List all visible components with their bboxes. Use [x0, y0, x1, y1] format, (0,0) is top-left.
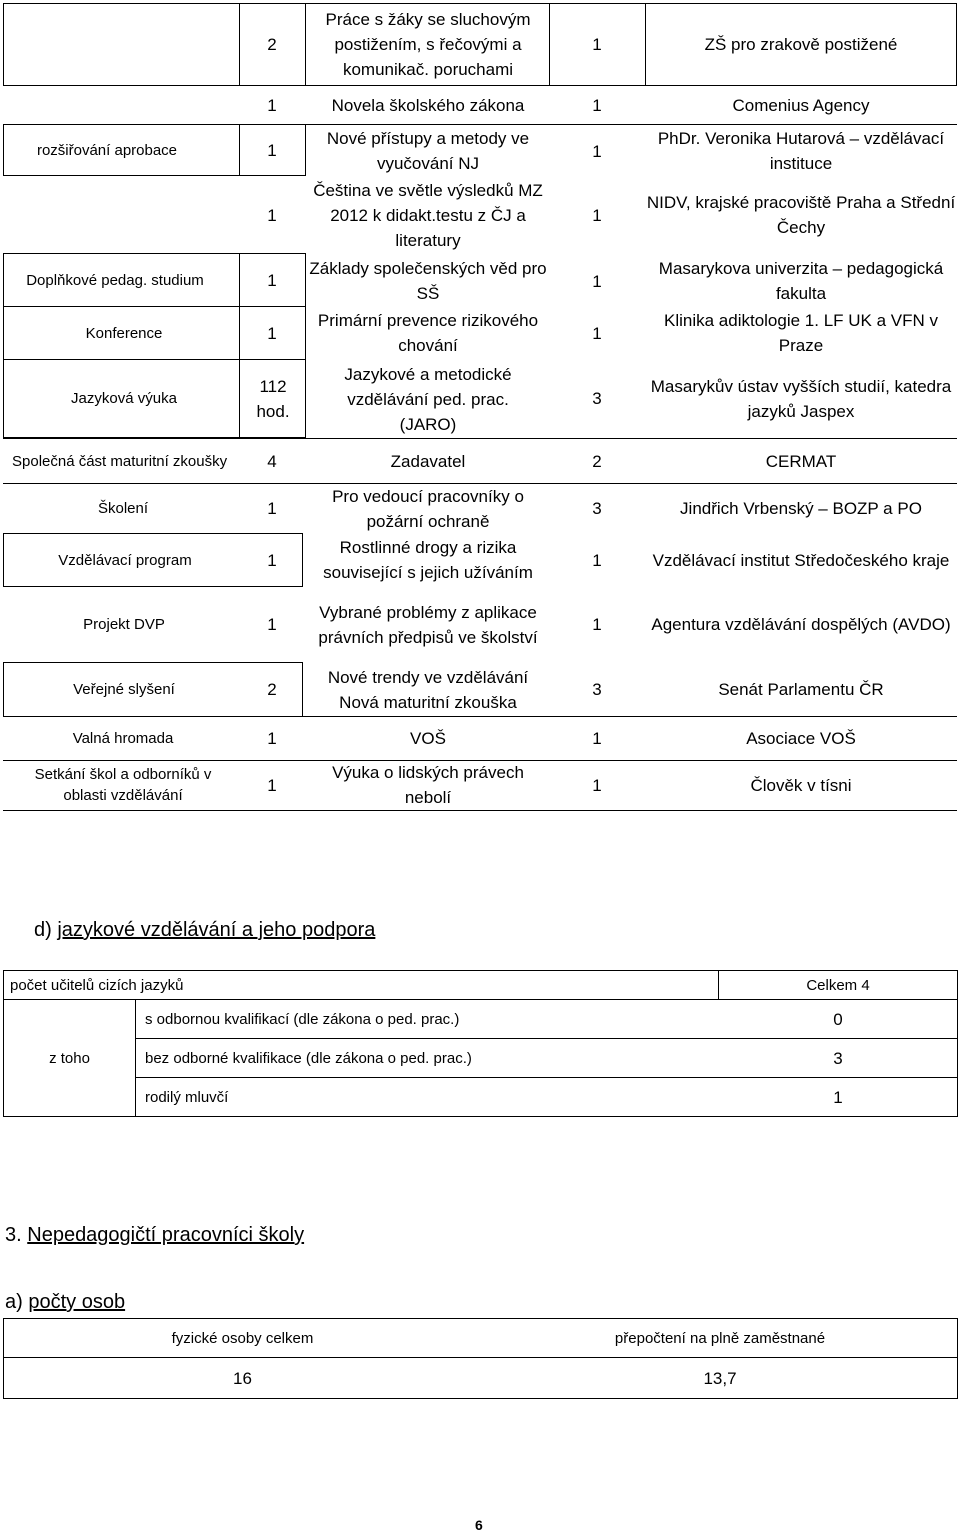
g4-participants-0: 3	[592, 498, 602, 518]
row3-institution: CERMAT	[765, 451, 837, 471]
lang-row-1-value: 3	[833, 1048, 843, 1068]
lang-head-label: počet učitelů cizích jazyků	[10, 976, 184, 994]
g2-topic-2: Základy společenských věd pro SŠ	[309, 259, 547, 303]
row5-participants: 1	[592, 729, 602, 748]
page-number: 6	[475, 1517, 483, 1533]
g2-institution-3: Klinika adiktologie 1. LF UK a VFN v Praze	[663, 311, 938, 355]
g2-institution-0: PhDr. Veronika Hutarová – vzdělávací instituce	[657, 129, 945, 173]
g4-count-2: 1	[267, 615, 277, 634]
section-3-title: Nepedagogičtí pracovníci školy	[27, 1224, 305, 1246]
row6-participants: 1	[592, 775, 602, 795]
g4-participants-1: 1	[592, 550, 602, 570]
g4-count-0: 1	[267, 498, 277, 518]
g4-participants-2: 1	[592, 615, 602, 634]
row0-institution: ZŠ pro zrakově postižené	[704, 34, 898, 54]
lang-row-2-label: rodilý mluvčí	[145, 1088, 229, 1106]
section-d-heading	[34, 918, 375, 942]
row1-participants: 1	[592, 95, 602, 115]
section-a-title: počty osob	[28, 1291, 126, 1313]
g2-participants-4: 3	[592, 389, 602, 408]
row3-form: Společná část maturitní zkoušky	[12, 452, 228, 470]
g4-topic-3: Nové trendy ve vzdělávání Nová maturitní zkouška	[327, 668, 529, 712]
g2-participants-1: 1	[592, 205, 602, 225]
lang-row-2-value: 1	[833, 1087, 843, 1107]
lang-row-0-label: s odbornou kvalifikací (dle zákona o ped. prac.)	[145, 1010, 460, 1028]
row1-institution: Comenius Agency	[732, 95, 870, 115]
section-d-prefix: d)	[34, 919, 52, 941]
staff-col1-header: fyzické osoby celkem	[171, 1329, 314, 1347]
g2-participants-3: 1	[592, 323, 602, 343]
g4-form-0: Školení	[97, 499, 149, 517]
lang-row-1-label: bez odborné kvalifikace (dle zákona o ped. prac.)	[145, 1049, 472, 1067]
section-3-heading	[5, 1223, 304, 1247]
row0-topic: Práce s žáky se sluchovým postižením, s řečovými a komunikač. poruchami	[325, 9, 531, 79]
g4-topic-2: Vybrané problémy z aplikace právních předpisů ve školství	[318, 603, 538, 647]
g2-form-1: Doplňkové pedag. studium	[26, 271, 204, 289]
section-3-prefix: 3.	[5, 1224, 22, 1246]
row6-form: Setkání škol a odborníků v oblasti vzdělávání	[34, 766, 212, 804]
row5-institution: Asociace VOŠ	[746, 729, 856, 748]
row3-participants: 2	[592, 451, 602, 471]
row6-topic: Výuka o lidských právech nebolí	[332, 763, 524, 807]
section-a-heading	[5, 1290, 125, 1314]
g2-participants-2: 1	[592, 271, 602, 291]
g2-topic-0: Nové přístupy a metody ve vyučování NJ	[326, 129, 530, 173]
g2-topic-3: Primární prevence rizikového chování	[317, 311, 539, 355]
row5-topic: VOŠ	[410, 729, 446, 748]
section-d-title: jazykové vzdělávání a jeho podpora	[57, 919, 376, 941]
g2-count-0: 1	[267, 140, 277, 160]
lang-group-label: z toho	[49, 1049, 90, 1067]
g4-form-1: Vzdělávací program	[58, 551, 192, 569]
row5-form: Valná hromada	[72, 730, 174, 747]
lang-row-0-value: 0	[833, 1009, 843, 1029]
staff-col1-value: 16	[233, 1368, 252, 1388]
row3-count: 4	[267, 451, 277, 471]
g2-form-3: Jazyková výuka	[71, 390, 177, 407]
g2-topic-4: Jazykové a metodické vzdělávání ped. prac. (JARO)	[344, 364, 512, 434]
g2-participants-0: 1	[592, 141, 602, 161]
staff-col2-header: přepočtení na plně zaměstnané	[614, 1329, 826, 1347]
g2-count-1: 1	[267, 205, 277, 225]
g4-institution-0: Jindřich Vrbenský – BOZP a PO	[680, 498, 922, 518]
g2-institution-2: Masarykova univerzita – pedagogická fakulta	[658, 259, 944, 303]
row5-count: 1	[267, 729, 277, 748]
row6-count: 1	[267, 775, 277, 795]
g4-count-1: 1	[267, 550, 277, 570]
staff-col2-value: 13,7	[703, 1368, 737, 1388]
g4-institution-2: Agentura vzdělávání dospělých (AVDO)	[651, 615, 951, 634]
g2-count-2: 1	[267, 270, 277, 290]
g2-form-0: rozšiřování aprobace	[36, 141, 178, 159]
g2-topic-1: Čeština ve světle výsledků MZ 2012 k didakt.testu z ČJ a literatury	[313, 181, 543, 250]
g4-topic-1: Rostlinné drogy a rizika související s jejich užíváním	[323, 538, 533, 582]
lang-head-total: Celkem 4	[806, 976, 870, 994]
g2-count-4: 112 hod.	[256, 376, 290, 421]
g2-count-3: 1	[267, 323, 277, 343]
g4-institution-3: Senát Parlamentu ČR	[718, 680, 884, 699]
g2-institution-1: NIDV, krajské pracoviště Praha a Střední Čechy	[646, 193, 956, 237]
row3-topic: Zadavatel	[390, 451, 466, 471]
g4-form-2: Projekt DVP	[83, 616, 165, 633]
g2-form-2: Konference	[85, 324, 163, 342]
g4-form-3: Veřejné slyšení	[73, 681, 175, 698]
g4-topic-0: Pro vedoucí pracovníky o požární ochraně	[332, 487, 524, 531]
g2-institution-4: Masarykův ústav vyšších studií, katedra jazyků Jaspex	[650, 376, 952, 421]
row0-count: 2	[267, 34, 277, 54]
section-a-prefix: a)	[5, 1291, 23, 1313]
row6-institution: Člověk v tísni	[750, 775, 852, 795]
row1-topic: Novela školského zákona	[331, 95, 525, 115]
g4-institution-1: Vzdělávací institut Středočeského kraje	[652, 550, 950, 570]
g4-count-3: 2	[267, 680, 277, 699]
row0-participants: 1	[592, 34, 602, 54]
g4-participants-3: 3	[592, 680, 602, 699]
row1-count: 1	[267, 95, 277, 115]
